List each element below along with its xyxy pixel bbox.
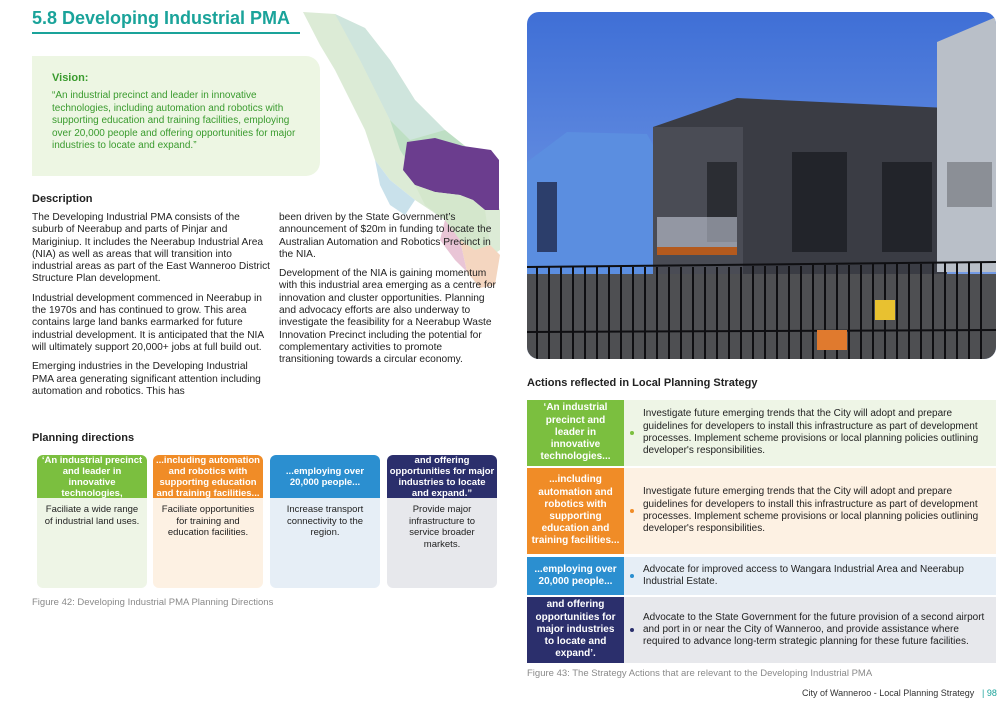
actions-heading: Actions reflected in Local Planning Strategy	[527, 377, 758, 389]
action-description	[624, 400, 996, 466]
vision-box	[32, 56, 320, 176]
description-column-2	[279, 212, 497, 374]
figure-43-caption: Figure 43: The Strategy Actions that are relevant to the Developing Industrial PMA	[527, 668, 873, 679]
action-vision-segment: ...including automation and robotics with supporting education and training facilities...	[527, 468, 624, 554]
planning-card	[153, 455, 263, 588]
action-description	[624, 468, 996, 554]
description-paragraph: The Developing Industrial PMA consists of the suburb of Neerabup and parts of Pinjar and Mariginiup. It includes the Neerabup Industrial Area (NIA) as well as areas that will transition into industrial areas as part of the East Wanneroo District Structure Plan development.	[32, 212, 271, 285]
action-text: Investigate future emerging trends that the City will adopt and prepare guidelines for developers to install this infrastructure as part of development processes. Implement scheme provisions or local planning policies outlining developer's responsibilities.	[643, 486, 979, 535]
planning-card-header: and offering opportunities for major industries to locate and expand.”	[387, 455, 497, 498]
planning-card-header: ...employing over 20,000 people...	[270, 455, 380, 498]
action-description	[624, 557, 996, 595]
bullet-icon	[630, 574, 634, 578]
action-text: Advocate for improved access to Wangara Industrial Area and Neerabup Industrial Estate.	[643, 563, 964, 587]
title-underline	[32, 32, 300, 34]
action-row	[527, 468, 996, 554]
description-column-1	[32, 212, 272, 405]
planning-card	[387, 455, 497, 588]
action-row	[527, 557, 996, 595]
description-paragraph: Development of the NIA is gaining momentum with this industrial area emerging as a centre for innovation and cluster opportunities. Planning and advocacy efforts are also underway to investigate the feasibility for a Neerabup Waste Innovation Precinct including the potential for complementary activities to promote transitioning towards a circular economy.	[279, 268, 496, 366]
description-heading: Description	[32, 193, 93, 205]
bullet-icon	[630, 628, 634, 632]
action-vision-segment: ‘An industrial precinct and leader in innovative technologies...	[527, 400, 624, 466]
planning-directions-heading: Planning directions	[32, 432, 135, 444]
planning-card-body: Faciliate a wide range of industrial land uses.	[37, 498, 147, 588]
planning-card-header: ...including automation and robotics with supporting education and training facilities...	[153, 455, 263, 498]
planning-card	[270, 455, 380, 588]
action-description	[624, 597, 996, 663]
page-number: | 98	[982, 688, 997, 698]
planning-card-body: Provide major infrastructure to service broader markets.	[387, 498, 497, 588]
industrial-building-photo	[527, 12, 996, 359]
vision-label: Vision:	[52, 72, 89, 84]
figure-42-caption: Figure 42: Developing Industrial PMA Planning Directions	[32, 597, 274, 608]
section-title: 5.8 Developing Industrial PMA	[32, 8, 291, 28]
vision-statement: “An industrial precinct and leader in innovative technologies, including automation and robotics with supporting education and training facilities, employing over 20,000 people and offering opportunities for major industries to locate and expand.”	[52, 90, 296, 151]
action-vision-segment: and offering opportunities for major industries to locate and expand’.	[527, 597, 624, 663]
planning-card-body: Faciliate opportunities for training and education facilities.	[153, 498, 263, 588]
description-paragraph: Emerging industries in the Developing Industrial PMA area generating significant attention including automation and robotics. This has	[32, 361, 261, 397]
action-row	[527, 400, 996, 466]
action-text: Advocate to the State Government for the future provision of a second airport and port in or near the City of Wanneroo, and provide assistance where required to advance long-term strategic planning for these future facilities.	[643, 611, 985, 648]
bullet-icon	[630, 509, 634, 513]
action-vision-segment: ...employing over 20,000 people...	[527, 557, 624, 595]
description-paragraph: Industrial development commenced in Neerabup in the 1970s and has continued to grow. This area contains large land banks earmarked for future industrial development. It is anticipated that the NIA will ultimately support 20,000+ jobs at full build out.	[32, 292, 264, 353]
planning-card-body: Increase transport connectivity to the region.	[270, 498, 380, 588]
description-paragraph: been driven by the State Government’s announcement of $20m in funding to locate the Australian Automation and Robotics Precinct in the NIA.	[279, 212, 492, 260]
planning-card	[37, 455, 147, 588]
action-text: Investigate future emerging trends that the City will adopt and prepare guidelines for developers to install this infrastructure as part of development processes. Implement scheme provisions or local planning policies outlining developer's responsibilities.	[643, 408, 979, 457]
action-row	[527, 597, 996, 663]
planning-card-header: ‘An industrial precinct and leader in innovative technologies,	[37, 455, 147, 498]
footer-document-title: City of Wanneroo - Local Planning Strategy	[802, 688, 975, 698]
bullet-icon	[630, 431, 634, 435]
